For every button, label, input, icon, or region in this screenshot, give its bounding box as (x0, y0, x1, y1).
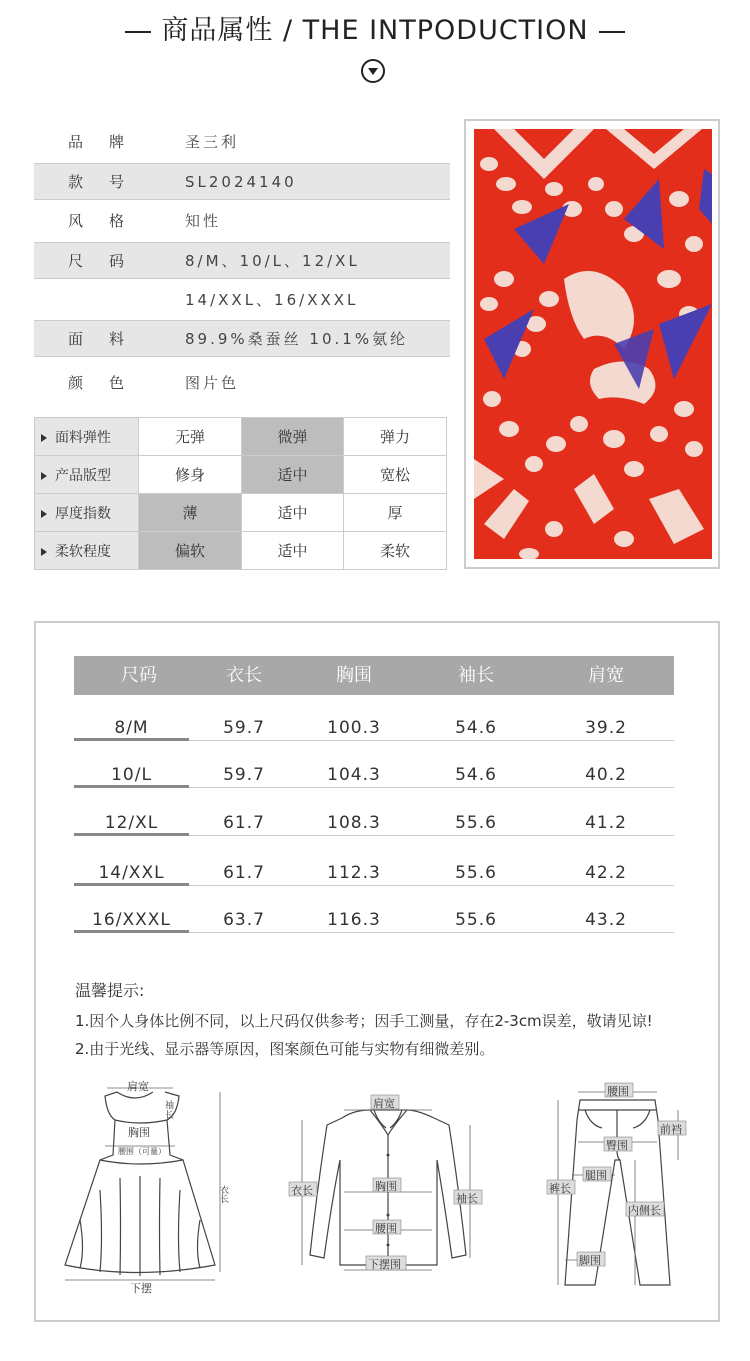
triangle-right-icon (41, 434, 47, 442)
dress-hem-label: 下摆 (130, 1282, 152, 1295)
property-option-selected: 微弹 (242, 418, 344, 456)
pants-length-label: 裤长 (549, 1182, 571, 1195)
triangle-right-icon (41, 548, 47, 556)
triangle-right-icon (41, 510, 47, 518)
sleeve-cell: 55.6 (455, 863, 497, 883)
attr-value: 14/XXL、16/XXXL (185, 291, 359, 309)
header-sleeve: 袖长 (458, 665, 494, 686)
property-row (35, 494, 447, 532)
row-underline (74, 883, 189, 886)
length-cell: 63.7 (223, 910, 265, 930)
table-row (74, 752, 674, 798)
property-label-cell (35, 532, 139, 570)
shirt-length-label: 衣长 (291, 1184, 313, 1197)
shoulder-cell: 43.2 (585, 910, 627, 930)
note-line-1: 1.因个人身体比例不同，以上尺码仅供参考；因手工测量，存在2-3cm误差，敬请见谅! (75, 1012, 653, 1030)
pants-waist-label: 腰围 (607, 1085, 629, 1098)
attr-row-brand (34, 124, 450, 161)
length-cell: 59.7 (223, 765, 265, 785)
property-row (35, 532, 447, 570)
header-size: 尺码 (121, 665, 157, 686)
dress-measure-diagram (55, 1080, 245, 1295)
property-label: 厚度指数 (55, 505, 111, 522)
shirt-shoulder-label: 肩宽 (373, 1097, 395, 1110)
attr-value: SL2024140 (185, 173, 297, 191)
property-label-cell (35, 418, 139, 456)
triangle-right-icon (41, 472, 47, 480)
row-underline (74, 738, 189, 741)
size-cell: 10/L (111, 765, 152, 785)
chest-cell: 100.3 (327, 718, 381, 738)
attr-value: 圣三利 (185, 133, 240, 151)
property-option: 无弹 (139, 418, 242, 456)
attr-label: 颜色 (68, 374, 151, 392)
property-label-cell (35, 456, 139, 494)
attr-row-style (34, 203, 450, 240)
size-table-header (74, 656, 674, 695)
length-cell: 61.7 (223, 863, 265, 883)
dress-waist-label: 腰围（可量） (118, 1147, 166, 1156)
attr-row-color (34, 365, 450, 402)
property-label-cell (35, 494, 139, 532)
size-cell: 8/M (114, 718, 149, 738)
shoulder-cell: 40.2 (585, 765, 627, 785)
header-length: 衣长 (226, 665, 262, 686)
title-dash-right (599, 31, 625, 33)
attr-label: 面料 (68, 330, 151, 348)
property-option: 适中 (242, 494, 344, 532)
property-option: 宽松 (344, 456, 447, 494)
pants-inseam-label: 内侧长 (628, 1204, 661, 1217)
attr-label: 风格 (68, 212, 151, 230)
property-row (35, 418, 447, 456)
property-label: 柔软程度 (55, 543, 111, 560)
table-row (74, 897, 674, 943)
property-option-selected: 薄 (139, 494, 242, 532)
chevron-down-icon (361, 59, 385, 83)
attr-label: 款号 (68, 173, 151, 191)
property-grid (34, 417, 447, 570)
chest-cell: 104.3 (327, 765, 381, 785)
property-option: 柔软 (344, 532, 447, 570)
table-row (74, 800, 674, 846)
shirt-measure-diagram (282, 1080, 492, 1275)
size-cell: 12/XL (104, 813, 159, 833)
shirt-hem-label: 下摆围 (368, 1258, 401, 1271)
pants-hip-label: 臀围 (606, 1139, 628, 1152)
attr-value: 图片色 (185, 374, 240, 392)
note-line-2: 2.由于光线、显示器等原因，图案颜色可能与实物有细微差别。 (75, 1040, 495, 1058)
shoulder-cell: 39.2 (585, 718, 627, 738)
notes-title: 温馨提示: (75, 981, 145, 1000)
attr-row-style-no (34, 163, 450, 200)
shirt-sleeve-label: 袖长 (456, 1192, 478, 1205)
property-option: 厚 (344, 494, 447, 532)
table-row (74, 705, 674, 751)
property-option-selected: 适中 (242, 456, 344, 494)
size-cell: 14/XXL (98, 863, 165, 883)
row-underline (74, 785, 189, 788)
header-shoulder: 肩宽 (588, 665, 624, 686)
property-option: 修身 (139, 456, 242, 494)
title-dash-left (125, 31, 151, 33)
pants-rise-label: 前裆 (660, 1123, 682, 1136)
shoulder-cell: 41.2 (585, 813, 627, 833)
sleeve-cell: 55.6 (455, 813, 497, 833)
attr-row-size-cont (34, 282, 450, 319)
attr-label: 尺码 (68, 252, 151, 270)
pants-measure-diagram (540, 1080, 695, 1290)
chest-cell: 112.3 (327, 863, 381, 883)
attr-value: 8/M、10/L、12/XL (185, 252, 360, 270)
attr-value: 89.9%桑蚕丝 10.1%氨纶 (185, 330, 409, 348)
property-label: 产品版型 (55, 467, 111, 484)
table-row (74, 850, 674, 896)
row-underline (74, 833, 189, 836)
dress-chest-label: 胸围 (128, 1126, 150, 1139)
pants-foot-label: 脚围 (579, 1254, 601, 1267)
sleeve-cell: 54.6 (455, 718, 497, 738)
attr-value: 知性 (185, 212, 222, 230)
length-cell: 61.7 (223, 813, 265, 833)
dress-length-label: 衣长 (218, 1185, 228, 1203)
dress-sleeve-label: 袖 (165, 1101, 175, 1111)
property-option-selected: 偏软 (139, 532, 242, 570)
row-underline (74, 930, 189, 933)
dress-shoulder-label: 肩宽 (127, 1080, 149, 1093)
shirt-chest-label: 胸围 (375, 1180, 397, 1193)
shoulder-cell: 42.2 (585, 863, 627, 883)
attr-label: 品牌 (68, 133, 151, 151)
length-cell: 59.7 (223, 718, 265, 738)
dress-sleeve-label-2: 长 (165, 1111, 175, 1121)
property-option: 适中 (242, 532, 344, 570)
size-cell: 16/XXXL (92, 910, 171, 930)
chest-cell: 116.3 (327, 910, 381, 930)
attr-row-fabric (34, 320, 450, 357)
fabric-photo (474, 129, 712, 559)
chest-cell: 108.3 (327, 813, 381, 833)
property-option: 弹力 (344, 418, 447, 456)
sleeve-cell: 55.6 (455, 910, 497, 930)
shirt-waist-label: 腰围 (375, 1222, 397, 1235)
pants-thigh-label: 腿围 (585, 1169, 607, 1182)
page-title (0, 8, 750, 47)
header-chest: 胸围 (336, 665, 372, 686)
property-label: 面料弹性 (55, 429, 111, 446)
property-row (35, 456, 447, 494)
sleeve-cell: 54.6 (455, 765, 497, 785)
attr-row-size (34, 242, 450, 279)
title-text: 商品属性 / THE INTPODUCTION (161, 15, 589, 46)
